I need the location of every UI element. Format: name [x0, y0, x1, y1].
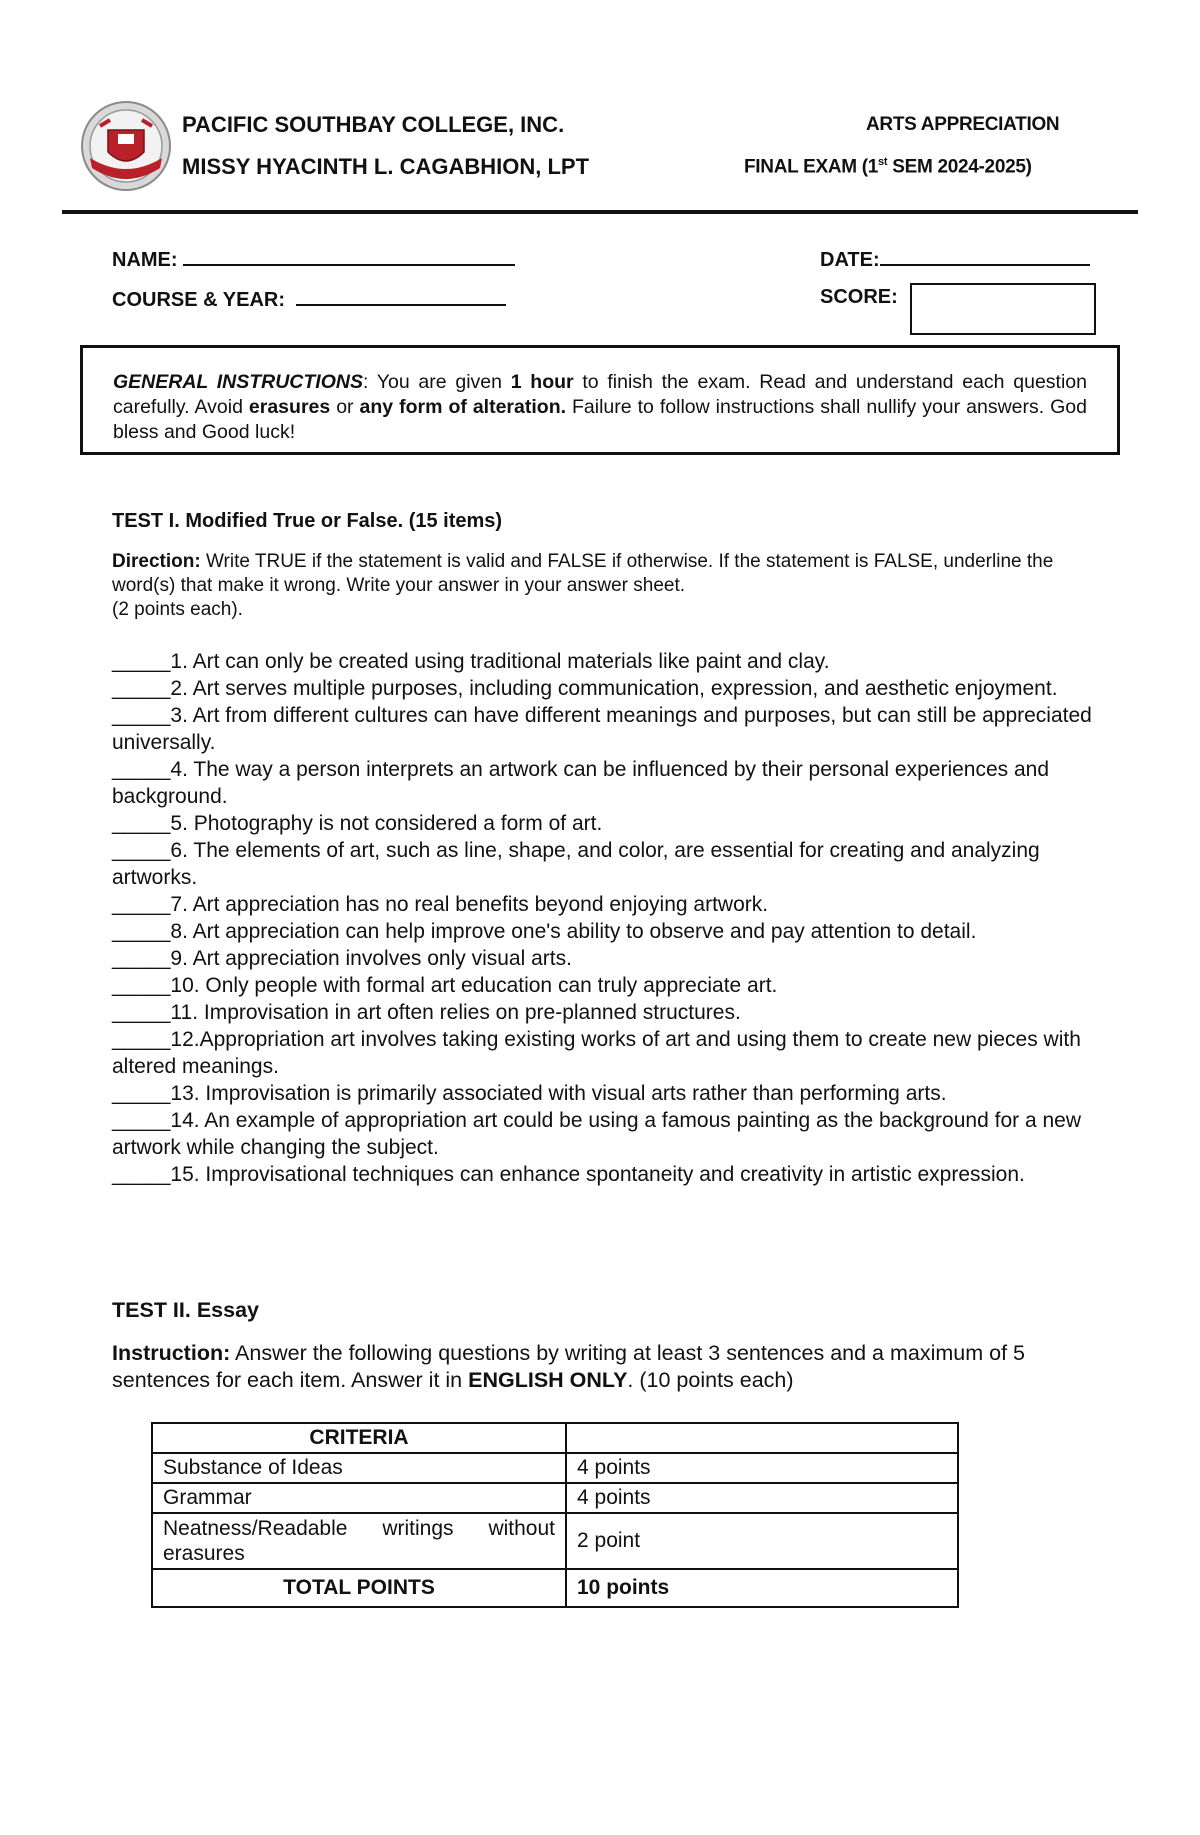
date-field: DATE:	[820, 246, 1090, 272]
points-header	[566, 1423, 958, 1453]
table-row	[152, 1483, 958, 1513]
list-item: _____1. Art can only be created using traditional materials like paint and clay.	[112, 650, 830, 673]
score-box[interactable]	[910, 283, 1096, 335]
criteria-header: CRITERIA	[152, 1423, 566, 1453]
total-value: 10 points	[566, 1569, 958, 1607]
test1-items	[112, 648, 1092, 1188]
criterion-points: 2 point	[566, 1513, 958, 1569]
list-item: _____15. Improvisational techniques can enhance spontaneity and creativity in artistic expression.	[112, 1163, 1025, 1186]
list-item: _____5. Photography is not considered a form of art.	[112, 812, 603, 835]
list-item: _____7. Art appreciation has no real benefits beyond enjoying artwork.	[112, 893, 769, 916]
score-label: SCORE:	[820, 286, 898, 308]
list-item: _____13. Improvisation is primarily associated with visual arts rather than performing arts.	[112, 1082, 947, 1105]
list-item: _____3. Art from different cultures can have different meanings and purposes, but can still be appreciated universally.	[112, 704, 1092, 754]
list-item: _____6. The elements of art, such as line, shape, and color, are essential for creating and analyzing artworks.	[112, 839, 1040, 889]
test2-instruction: Instruction: Answer the following questions by writing at least 3 sentences and a maximum of 5 sentences for each item. Answer it in ENGLISH ONLY. (10 points each)	[112, 1341, 1025, 1392]
table-row	[152, 1453, 958, 1483]
course-year-blank[interactable]	[296, 286, 506, 306]
name-field: NAME:	[112, 246, 515, 272]
name-blank[interactable]	[183, 246, 515, 266]
criteria-table	[151, 1422, 959, 1608]
list-item: _____9. Art appreciation involves only visual arts.	[112, 947, 572, 970]
list-item: _____8. Art appreciation can help improve one's ability to observe and pay attention to detail.	[112, 920, 977, 943]
date-blank[interactable]	[880, 246, 1090, 266]
list-item: _____2. Art serves multiple purposes, including communication, expression, and aesthetic enjoyment.	[112, 677, 1058, 700]
header-divider	[62, 210, 1138, 214]
list-item: _____11. Improvisation in art often relies on pre-planned structures.	[112, 1001, 741, 1024]
subject-title: ARTS APPRECIATION	[866, 114, 1060, 135]
course-year-field: COURSE & YEAR:	[112, 286, 506, 312]
table-total-row	[152, 1569, 958, 1607]
criterion-points: 4 points	[566, 1453, 958, 1483]
college-seal-logo	[80, 100, 172, 192]
general-instructions-box: GENERAL INSTRUCTIONS: You are given 1 hour to finish the exam. Read and understand each question carefully. Avoid erasures or any form of alteration. Failure to follow instructions shall nullify your answers. God bless and Good luck!	[80, 345, 1120, 455]
table-header-row	[152, 1423, 958, 1453]
test1-title: TEST I. Modified True or False. (15 items)	[112, 510, 503, 532]
test2-title: TEST II. Essay	[112, 1298, 259, 1322]
list-item: _____12.Appropriation art involves taking existing works of art and using them to create new pieces with altered meanings.	[112, 1028, 1081, 1078]
list-item: _____14. An example of appropriation art could be using a famous painting as the background for a new artwork while changing the subject.	[112, 1109, 1081, 1159]
criterion-name: Substance of Ideas	[152, 1453, 566, 1483]
table-row	[152, 1513, 958, 1569]
total-label: TOTAL POINTS	[152, 1569, 566, 1607]
criterion-name: Neatness/Readable writings without erasures	[152, 1513, 566, 1569]
list-item: _____4. The way a person interprets an artwork can be influenced by their personal experiences and background.	[112, 758, 1050, 808]
list-item: _____10. Only people with formal art education can truly appreciate art.	[112, 974, 778, 997]
exam-title: FINAL EXAM (1st SEM 2024-2025)	[744, 156, 1032, 178]
criterion-name: Grammar	[152, 1483, 566, 1513]
test1-direction: Direction: Write TRUE if the statement is valid and FALSE if otherwise. If the statement is FALSE, underline the word(s) that make it wrong. Write your answer in your answer sheet. (2 points each).	[112, 551, 1054, 620]
teacher-name: MISSY HYACINTH L. CAGABHION, LPT	[182, 154, 590, 179]
criterion-points: 4 points	[566, 1483, 958, 1513]
school-name: PACIFIC SOUTHBAY COLLEGE, INC.	[182, 112, 565, 137]
